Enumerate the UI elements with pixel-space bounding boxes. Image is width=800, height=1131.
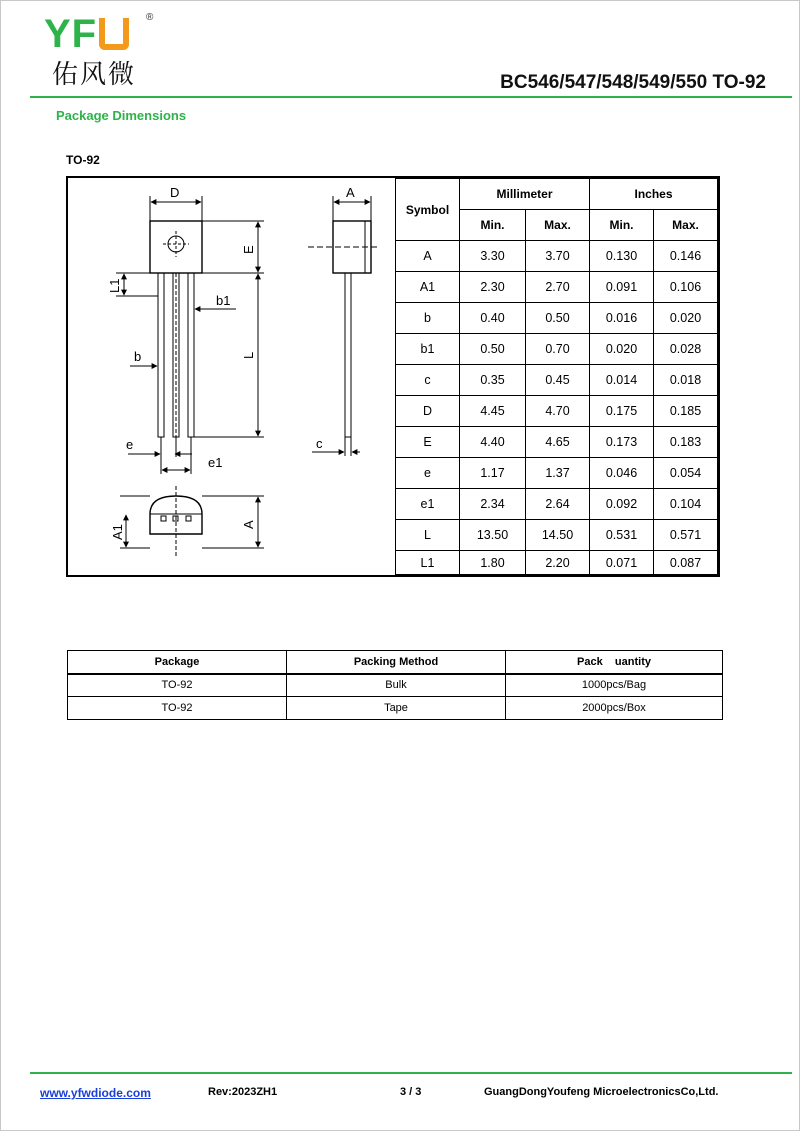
- logo-u-mark: [99, 18, 129, 50]
- table-row: [396, 396, 718, 427]
- table-row: [396, 520, 718, 551]
- cell-symbol: L: [396, 520, 460, 551]
- cell-in-max: 0.087: [654, 551, 718, 575]
- cell-mm-min: 4.40: [460, 427, 526, 458]
- dimension-box: [66, 176, 720, 577]
- dimension-table: [395, 178, 718, 575]
- cell-in-max: 0.018: [654, 365, 718, 396]
- label-D: D: [170, 185, 180, 200]
- in-min-header: Min.: [590, 210, 654, 241]
- cell-symbol: e1: [396, 489, 460, 520]
- cell-symbol: L1: [396, 551, 460, 575]
- packing-header-row: [68, 651, 723, 674]
- cell-in-min: 0.020: [590, 334, 654, 365]
- cell-symbol: D: [396, 396, 460, 427]
- cell-in-min: 0.046: [590, 458, 654, 489]
- table-row: [396, 427, 718, 458]
- logo-chinese-name: 佑风微: [52, 60, 137, 90]
- cell-in-min: 0.071: [590, 551, 654, 575]
- in-max-header: Max.: [654, 210, 718, 241]
- label-c: c: [316, 436, 323, 451]
- millimeter-header: Millimeter: [460, 179, 590, 210]
- cell-mm-max: 4.70: [526, 396, 590, 427]
- cell-mm-min: 2.30: [460, 272, 526, 303]
- label-b: b: [134, 349, 142, 364]
- label-L: L: [241, 351, 256, 359]
- section-title: Package Dimensions: [56, 108, 187, 123]
- company-name: GuangDongYoufeng MicroelectronicsCo,Ltd.: [484, 1086, 719, 1098]
- cell-in-max: 0.571: [654, 520, 718, 551]
- label-A-top: A: [346, 185, 355, 200]
- cell-mm-min: 2.34: [460, 489, 526, 520]
- cell-in-min: 0.016: [590, 303, 654, 334]
- cell-symbol: b: [396, 303, 460, 334]
- cell-mm-min: 0.40: [460, 303, 526, 334]
- label-e: e: [126, 437, 134, 452]
- header-divider: [30, 96, 792, 98]
- logo-letters: YF: [44, 12, 98, 56]
- cell-in-max: 0.028: [654, 334, 718, 365]
- cell-symbol: E: [396, 427, 460, 458]
- cell-in-min: 0.091: [590, 272, 654, 303]
- table-row: [396, 334, 718, 365]
- label-A-side: A: [241, 520, 256, 529]
- cell-mm-min: 4.45: [460, 396, 526, 427]
- revision: Rev:2023ZH1: [208, 1086, 278, 1098]
- footer-divider: [30, 1072, 792, 1074]
- cell-quantity: 2000pcs/Box: [506, 697, 723, 720]
- table-row: [396, 365, 718, 396]
- cell-symbol: A: [396, 241, 460, 272]
- cell-in-min: 0.092: [590, 489, 654, 520]
- cell-mm-min: 0.35: [460, 365, 526, 396]
- cell-in-min: 0.175: [590, 396, 654, 427]
- cell-mm-min: 3.30: [460, 241, 526, 272]
- page-number: 3 / 3: [400, 1086, 422, 1098]
- pack-quantity-header: Pack uantity: [506, 651, 723, 674]
- registered-mark: ®: [146, 12, 154, 23]
- website-link[interactable]: www.yfwdiode.com: [40, 1086, 151, 1100]
- cell-quantity: 1000pcs/Bag: [506, 674, 723, 697]
- packing-method-header: Packing Method: [287, 651, 506, 674]
- cell-in-max: 0.054: [654, 458, 718, 489]
- cell-symbol: b1: [396, 334, 460, 365]
- inches-header: Inches: [590, 179, 718, 210]
- cell-method: Tape: [287, 697, 506, 720]
- cell-mm-max: 3.70: [526, 241, 590, 272]
- cell-in-min: 0.014: [590, 365, 654, 396]
- cell-mm-max: 2.20: [526, 551, 590, 575]
- symbol-header: Symbol: [396, 179, 460, 241]
- cell-in-max: 0.106: [654, 272, 718, 303]
- mm-min-header: Min.: [460, 210, 526, 241]
- cell-mm-max: 1.37: [526, 458, 590, 489]
- cell-package: TO-92: [68, 674, 287, 697]
- cell-in-min: 0.531: [590, 520, 654, 551]
- table-row: [396, 272, 718, 303]
- table-row: [68, 674, 723, 697]
- table-row: [396, 551, 718, 575]
- cell-in-max: 0.020: [654, 303, 718, 334]
- cell-in-max: 0.185: [654, 396, 718, 427]
- cell-mm-min: 0.50: [460, 334, 526, 365]
- cell-mm-max: 14.50: [526, 520, 590, 551]
- table-row: [396, 458, 718, 489]
- cell-method: Bulk: [287, 674, 506, 697]
- cell-mm-min: 13.50: [460, 520, 526, 551]
- label-A1: A1: [110, 524, 125, 540]
- cell-in-max: 0.183: [654, 427, 718, 458]
- cell-mm-max: 0.70: [526, 334, 590, 365]
- cell-symbol: e: [396, 458, 460, 489]
- cell-in-min: 0.130: [590, 241, 654, 272]
- cell-symbol: c: [396, 365, 460, 396]
- package-header: Package: [68, 651, 287, 674]
- cell-in-min: 0.173: [590, 427, 654, 458]
- table-row: [396, 241, 718, 272]
- logo-wordmark: [44, 14, 129, 54]
- table-row: [68, 697, 723, 720]
- company-logo: [44, 14, 164, 100]
- label-e1: e1: [208, 455, 223, 470]
- document-title: BC546/547/548/549/550 TO-92: [500, 72, 766, 93]
- cell-in-max: 0.146: [654, 241, 718, 272]
- label-L1: L1: [107, 278, 122, 293]
- cell-in-max: 0.104: [654, 489, 718, 520]
- cell-package: TO-92: [68, 697, 287, 720]
- cell-mm-max: 2.64: [526, 489, 590, 520]
- package-label: TO-92: [66, 153, 100, 167]
- cell-mm-min: 1.17: [460, 458, 526, 489]
- cell-mm-max: 0.45: [526, 365, 590, 396]
- label-b1: b1: [216, 293, 231, 308]
- mm-max-header: Max.: [526, 210, 590, 241]
- table-row: [396, 303, 718, 334]
- cell-mm-max: 0.50: [526, 303, 590, 334]
- packing-table: [67, 650, 723, 720]
- label-E: E: [241, 245, 256, 254]
- package-drawing: [68, 178, 395, 575]
- cell-mm-min: 1.80: [460, 551, 526, 575]
- cell-mm-max: 2.70: [526, 272, 590, 303]
- cell-symbol: A1: [396, 272, 460, 303]
- table-row: [396, 489, 718, 520]
- cell-mm-max: 4.65: [526, 427, 590, 458]
